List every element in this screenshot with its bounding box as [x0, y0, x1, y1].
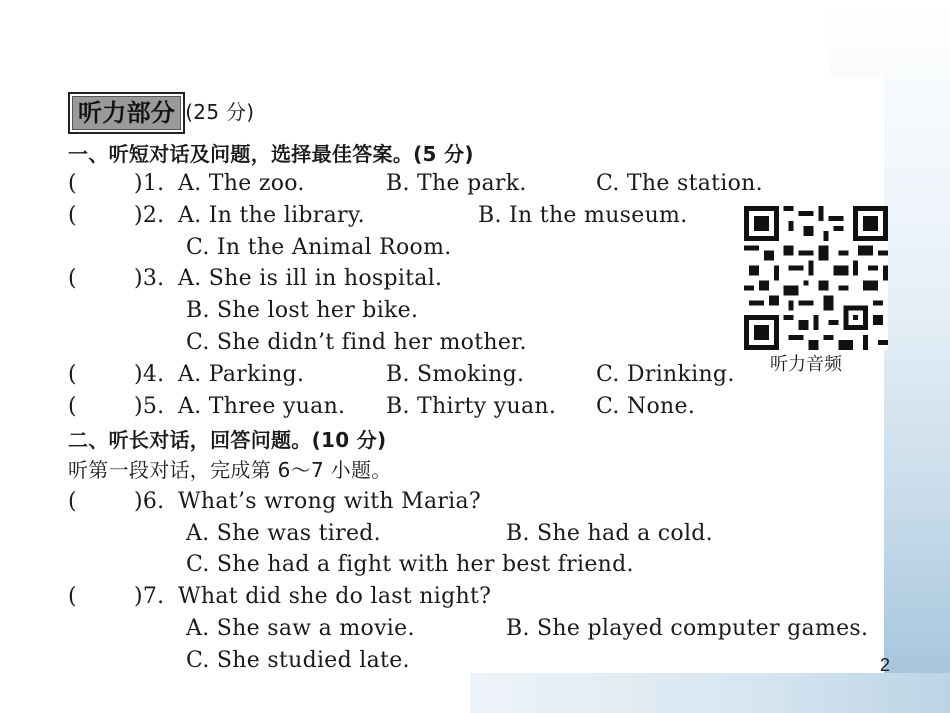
question-6-option-c: C. She had a fight with her best friend. — [186, 552, 634, 577]
question-3 — [68, 265, 442, 293]
background-gradient-bottom — [470, 673, 950, 713]
option-a: A. Parking. — [178, 362, 305, 387]
section-score: (25 分) — [185, 100, 255, 124]
option-a: A. The zoo. — [178, 171, 305, 196]
option-b: B. Thirty yuan. — [386, 394, 557, 419]
option-a: A. She saw a movie. — [186, 616, 415, 641]
question-4 — [68, 361, 735, 389]
section-header — [68, 92, 254, 134]
qr-code-label: 听力音频 — [770, 354, 842, 375]
option-a: A. She is ill in hospital. — [178, 266, 443, 291]
page-number: 2 — [880, 655, 891, 675]
question-2 — [68, 202, 688, 230]
question-number: )5. — [134, 394, 165, 419]
part1-heading: 一、听短对话及问题，选择最佳答案。(5 分) — [68, 142, 474, 166]
qr-code-icon[interactable] — [744, 206, 888, 350]
question-3-option-c: C. She didn’t find her mother. — [186, 330, 527, 355]
option-a: A. She was tired. — [186, 521, 381, 546]
option-b: B. Smoking. — [386, 362, 525, 387]
question-6 — [68, 488, 481, 516]
question-7 — [68, 583, 491, 611]
answer-blank[interactable]: ( — [68, 489, 77, 514]
question-number: )2. — [134, 203, 165, 228]
section-title-box — [68, 92, 185, 134]
part2-heading: 二、听长对话，回答问题。(10 分) — [68, 428, 387, 452]
question-3-option-b: B. She lost her bike. — [186, 298, 419, 323]
question-stem: What did she do last night? — [178, 584, 492, 609]
answer-blank[interactable]: ( — [68, 171, 77, 196]
answer-blank[interactable]: ( — [68, 266, 77, 291]
option-a: A. Three yuan. — [178, 394, 346, 419]
question-6-options-ab — [186, 520, 713, 548]
question-5 — [68, 393, 696, 421]
answer-blank[interactable]: ( — [68, 584, 77, 609]
question-stem: What’s wrong with Maria? — [178, 489, 482, 514]
option-b: B. She played computer games. — [506, 616, 869, 641]
question-number: )4. — [134, 362, 165, 387]
part2-instruction: 听第一段对话，完成第 6～7 小题。 — [68, 458, 392, 482]
answer-blank[interactable]: ( — [68, 394, 77, 419]
question-number: )6. — [134, 489, 165, 514]
option-c: C. Drinking. — [596, 362, 735, 387]
option-c: C. The station. — [596, 171, 763, 196]
question-number: )7. — [134, 584, 165, 609]
answer-blank[interactable]: ( — [68, 362, 77, 387]
option-b: B. The park. — [386, 171, 527, 196]
option-b: B. In the museum. — [478, 203, 688, 228]
answer-blank[interactable]: ( — [68, 203, 77, 228]
option-c: C. None. — [596, 394, 696, 419]
question-1 — [68, 170, 763, 198]
question-7-option-c: C. She studied late. — [186, 648, 410, 673]
question-7-options-ab — [186, 615, 869, 643]
question-number: )3. — [134, 266, 165, 291]
question-2-option-c: C. In the Animal Room. — [186, 235, 452, 260]
section-title: 听力部分 — [72, 96, 181, 130]
option-b: B. She had a cold. — [506, 521, 713, 546]
question-number: )1. — [134, 171, 165, 196]
option-a: A. In the library. — [178, 203, 365, 228]
